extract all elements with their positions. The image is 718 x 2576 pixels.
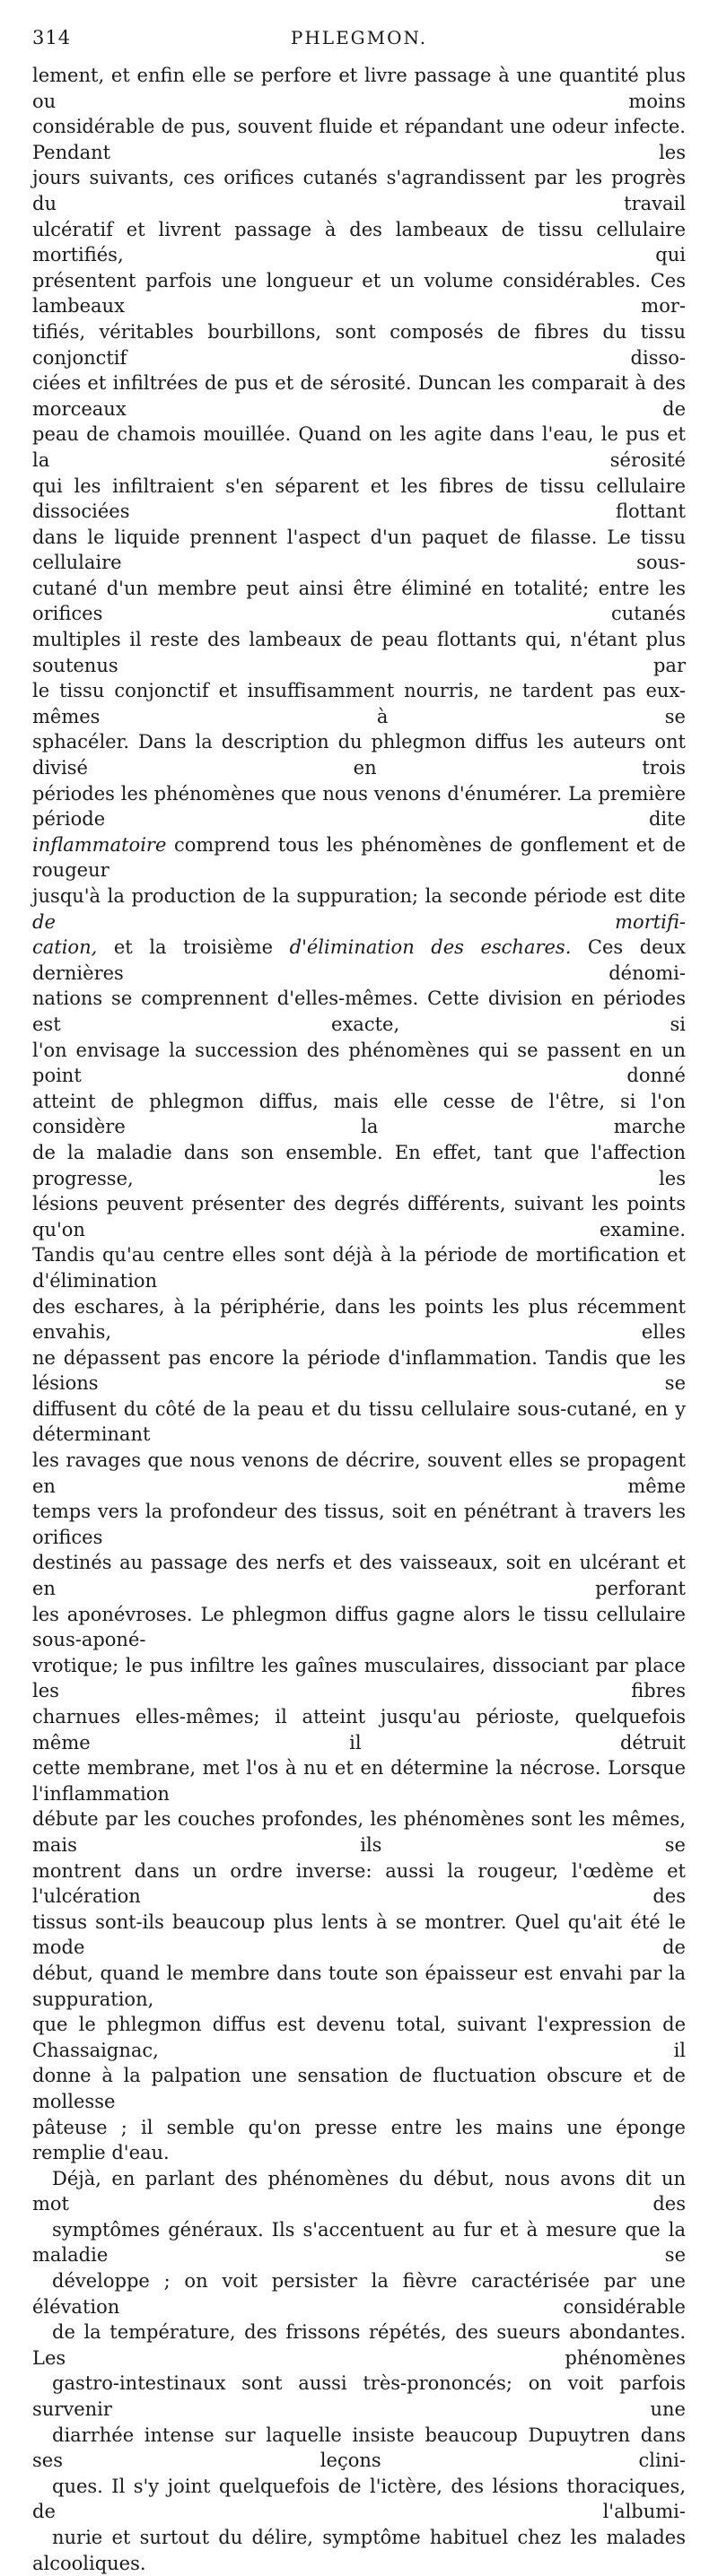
page-header [32, 27, 686, 63]
text-line: gastro-intestinaux sont aussi très-prononcés; on voit parfois survenir une [32, 2372, 686, 2421]
text-line: début, quand le membre dans toute son épaisseur est envahi par la suppuration, [32, 1962, 686, 2010]
paragraph-2 [32, 2166, 686, 2576]
text-line: de la maladie dans son ensemble. En effet, tant que l'affection progresse, les [32, 1141, 686, 1189]
text-line: Tandis qu'au centre elles sont déjà à la période de mortification et d'élimination [32, 1244, 686, 1292]
paragraph-1 [32, 63, 686, 2166]
text-line: le tissu conjonctif et insuffisamment nourris, ne tardent pas eux-mêmes à se [32, 680, 686, 727]
running-title: PHLEGMON. [290, 27, 428, 48]
page-number: 314 [32, 27, 72, 48]
text-line: débute par les couches profondes, les phénomènes sont les mêmes, mais ils se [32, 1808, 686, 1856]
text-line: que le phlegmon diffus est devenu total, suivant l'expression de Chassaignac, il [32, 2014, 686, 2061]
text-line: multiples il reste des lambeaux de peau flottants qui, n'étant plus soutenus par [32, 629, 686, 676]
text-line: l'on envisage la succession des phénomènes qui se passent en un point donné [32, 1039, 686, 1087]
text-line: les aponévroses. Le phlegmon diffus gagne alors le tissu cellulaire sous-aponé- [32, 1603, 686, 1651]
text-line: ulcératif et livrent passage à des lambeaux de tissu cellulaire mortifiés, qui [32, 218, 686, 266]
text-line: jusqu'à la production de la suppuration; la seconde période est dite de mortifi- [32, 885, 686, 933]
text-line: lésions peuvent présenter des degrés différents, suivant les points qu'on examine. [32, 1193, 686, 1240]
text-line: nurie et surtout du délire, symptôme habituel chez les malades alcooliques. [32, 2527, 686, 2574]
text-line: considérable de pus, souvent fluide et répandant une odeur infecte. Pendant les [32, 116, 686, 163]
text-line: de la température, des frissons répétés, des sueurs abondantes. Les phénomènes [32, 2321, 686, 2369]
text-line: pâteuse ; il semble qu'on presse entre les mains une éponge remplie d'eau. [32, 2116, 686, 2164]
text-line: qui les infiltraient s'en séparent et les fibres de tissu cellulaire dissociées flottant [32, 474, 686, 523]
text-line: symptômes généraux. Ils s'accentuent au fur et à mesure que la maladie se [32, 2218, 686, 2267]
text-line: périodes les phénomènes que nous venons d'énumérer. La première période dite [32, 782, 686, 831]
text-line: diffusent du côté de la peau et du tissu cellulaire sous-cutané, en y déterminant [32, 1397, 686, 1446]
text-line: cutané d'un membre peut ainsi être éliminé en totalité; entre les orifices cutanés [32, 577, 686, 625]
text-line: tissus sont-ils beaucoup plus lents à se montrer. Quel qu'ait été le mode de [32, 1910, 686, 1959]
text-line: peau de chamois mouillée. Quand on les agite dans l'eau, le pus et la sérosité [32, 423, 686, 471]
text-line: lement, et enfin elle se perfore et livre passage à une quantité plus ou moins [32, 65, 686, 112]
text-line: nations se comprennent d'elles-mêmes. Cette division en périodes est exacte, si [32, 988, 686, 1035]
text-line: inflammatoire comprend tous les phénomènes de gonflement et de rougeur [32, 833, 686, 882]
text-line: vrotique; le pus infiltre les gaînes musculaires, dissociant par place les fibres [32, 1654, 686, 1702]
text-line: des eschares, à la périphérie, dans les points les plus récemment envahis, elles [32, 1295, 686, 1344]
text-line: dans le liquide prennent l'aspect d'un paquet de filasse. Le tissu cellulaire sous- [32, 526, 686, 574]
text-line: montrent dans un ordre inverse: aussi la rougeur, l'œdème et l'ulcération des [32, 1859, 686, 1908]
text-line: cette membrane, met l'os à nu et en détermine la nécrose. Lorsque l'inflammation [32, 1757, 686, 1805]
text-line: charnues elles-mêmes; il atteint jusqu'au périoste, quelquefois même il détruit [32, 1706, 686, 1754]
text-line: Déjà, en parlant des phénomènes du début, nous avons dit un mot des [32, 2167, 686, 2215]
text-line: tifiés, véritables bourbillons, sont composés de fibres du tissu conjonctif disso- [32, 320, 686, 369]
text-line: développe ; on voit persister la fièvre caractérisée par une élévation considérable [32, 2270, 686, 2318]
text-line: destinés au passage des nerfs et des vaisseaux, soit en ulcérant et en perforant [32, 1552, 686, 1600]
text-line: ques. Il s'y joint quelquefois de l'ictère, des lésions thoraciques, de l'albumi- [32, 2475, 686, 2523]
text-line: diarrhée intense sur laquelle insiste beaucoup Dupuytren dans ses leçons clini- [32, 2424, 686, 2472]
text-line: sphacéler. Dans la description du phlegmon diffus les auteurs ont divisé en trois [32, 731, 686, 779]
text-line: cation, et la troisième d'élimination des eschares. Ces deux dernières dénomi- [32, 936, 686, 984]
text-line: jours suivants, ces orifices cutanés s'agrandissent par les progrès du travail [32, 167, 686, 214]
text-line: ne dépassent pas encore la période d'inflammation. Tandis que les lésions se [32, 1346, 686, 1395]
text-line: temps vers la profondeur des tissus, soit en pénétrant à travers les orifices [32, 1501, 686, 1548]
text-line: donne à la palpation une sensation de fluctuation obscure et de mollesse [32, 2065, 686, 2112]
text-line: présentent parfois une longueur et un volume considérables. Ces lambeaux mor- [32, 269, 686, 318]
text-line: ciées et infiltrées de pus et de sérosité. Duncan les comparait à des morceaux de [32, 372, 686, 420]
text-line: les ravages que nous venons de décrire, souvent elles se propagent en même [32, 1449, 686, 1497]
text-line: atteint de phlegmon diffus, mais elle cesse de l'être, si l'on considère la marche [32, 1090, 686, 1138]
